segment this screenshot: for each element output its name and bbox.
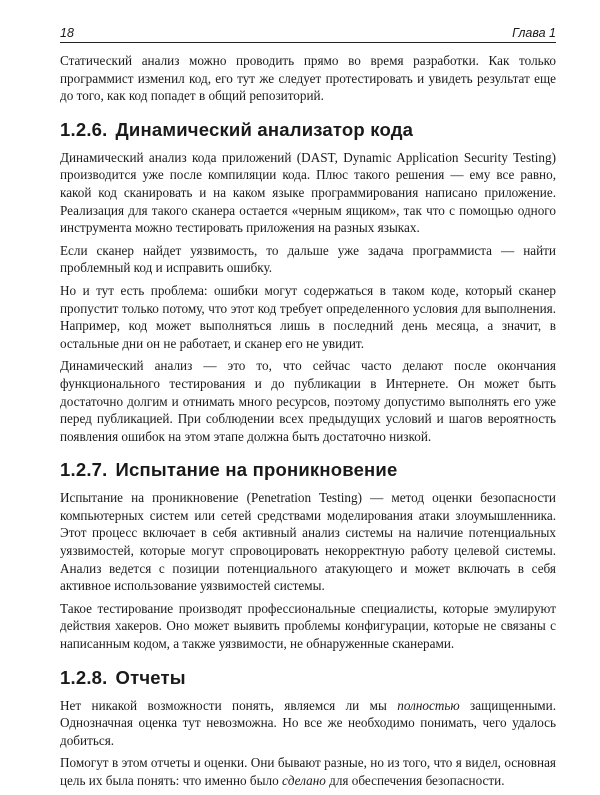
intro-paragraph: Статический анализ можно проводить прямо во время разработки. Как только программист изменил код, его тут же следует протестировать и увидеть результат еще до того, как код попадет в общий репозиторий.: [60, 53, 556, 104]
text-run: для обеспечения безопасности.: [325, 773, 505, 788]
section-number: 1.2.8.: [60, 666, 108, 688]
page-number: 18: [60, 26, 74, 40]
text-run: Нет никакой возможности понять, являемся ли мы: [60, 697, 398, 713]
section-title: Динамический анализатор кода: [115, 118, 414, 140]
text-run: Помогут в этом отчеты и оценки. Они бывают разные, но из того, что я видел, основная цель их была понять: что именно было: [60, 755, 556, 788]
paragraph: [60, 697, 556, 750]
paragraph: Если сканер найдет уязвимость, то дальше уже задача программиста — найти проблемный код и исправить ошибку.: [60, 242, 556, 276]
paragraph: [60, 754, 556, 789]
chapter-label: Глава 1: [512, 26, 556, 40]
section-heading-1-2-8: [60, 667, 556, 689]
page-body: [60, 52, 556, 795]
emphasis: полностью: [397, 697, 460, 713]
section-title: Испытание на проникновение: [115, 459, 398, 481]
section-heading-1-2-7: [60, 459, 556, 481]
emphasis: сделано: [281, 773, 326, 788]
running-header: [60, 26, 556, 43]
section-title: Отчеты: [115, 666, 186, 688]
section-number: 1.2.7.: [60, 459, 108, 481]
paragraph: Но и тут есть проблема: ошибки могут содержаться в таком коде, который сканер пропустит только потому, что этот код требует определенного условия для выполнения. Например, код может выполняться лишь в последний день месяца, а значит, в остальные дни он не работает, и сканер его не увидит.: [60, 282, 556, 351]
paragraph: Такое тестирование производят профессиональные специалисты, которые эмулируют действия хакеров. Оно может выявить проблемы конфигурации, которые не связаны с написанным кодом, а также уязвимости, не обнаруженные сканерами.: [60, 600, 556, 652]
section-heading-1-2-6: [60, 119, 556, 141]
paragraph: Динамический анализ — это то, что сейчас часто делают после окончания функционального тестирования и до публикации в Интернете. Он может быть достаточно долгим и отнимать много ресурсов, поэтому допустимо выполнять его уже перед публикацией. При соблюдении всех предыдущих условий и шагов вероятность появления ошибок на этом этапе должна быть достаточно низкой.: [60, 358, 556, 444]
paragraph: Испытание на проникновение (Penetration Testing) — метод оценки безопасности компьютерных систем или сетей средствами моделирования атаки злоумышленника. Этот процесс включает в себя активный анализ системы на наличие потенциальных уязвимостей, которые могут спровоцировать некорректную работу целевой системы. Анализ ведется с позиции потенциального атакующего и может включать в себя активное использование уязвимостей системы.: [60, 490, 556, 594]
section-number: 1.2.6.: [60, 118, 108, 140]
text-run: защищенными. Однозначная оценка тут невозможна. Но все же необходимо понимать, чего удалось добиться.: [60, 697, 556, 748]
paragraph: Динамический анализ кода приложений (DAST, Dynamic Application Security Testing) производится уже после компиляции кода. Плюс такого решения — ему все равно, какой код сканировать и на каком языке программирования написано приложение. Реализация для такого сканера остается «черным ящиком», так что с помощью одного инструмента можно тестировать приложения на разных языках.: [60, 149, 556, 236]
